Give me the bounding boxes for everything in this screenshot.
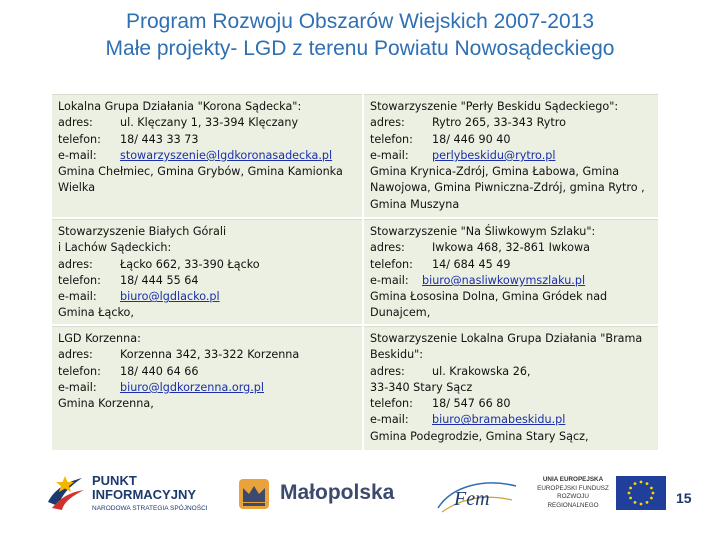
address-value: Rytro 265, 33-343 Rytro [432,116,566,130]
communes-text: Gmina Chełmiec, Gmina Grybów, Gmina Kamionka Wielka [58,165,343,195]
address-label: adres: [370,241,405,255]
email-label: e-mail: [370,273,409,287]
lgd-card-perly-beskidu [364,94,658,217]
phone-value: 14/ 684 45 49 [432,257,511,271]
email-link[interactable]: biuro@nasliwkowymszlaku.pl [422,273,586,287]
lgd-name-line-2: Beskidu": [370,348,424,362]
lgd-name: Stowarzyszenie "Na Śliwkowym Szlaku": [370,225,596,238]
malopolska-text: Małopolska [280,481,395,504]
lgd-card-brama-beskidu [364,326,658,450]
communes-text: Gmina Korzenna, [58,397,154,411]
address-value-line-2: 33-340 Stary Sącz [370,380,473,394]
fem-swoosh-icon [432,472,522,518]
phone-label: telefon: [58,273,101,287]
lgd-name-line-1: Stowarzyszenie Lokalna Grupa Działania "Brama [370,332,643,345]
punkt-line-3: NARODOWA STRATEGIA SPÓJNOŚCI [92,505,208,512]
phone-label: telefon: [370,132,413,146]
email-link[interactable]: biuro@lgdlacko.pl [120,290,220,304]
fem-logo [432,472,522,518]
page-title [0,8,720,62]
eu-logo [534,472,674,518]
communes-text: Gmina Łącko, [58,306,134,320]
ue-line-1: UNIA EUROPEJSKA [542,476,604,483]
malopolska-logo [238,478,413,512]
email-label: e-mail: [370,148,409,162]
lgd-name: LGD Korzenna: [58,332,141,345]
email-label: e-mail: [58,290,97,304]
lgd-name-line-2: i Lachów Sądeckich: [58,241,172,255]
address-value: ul. Klęczany 1, 33-394 Klęczany [120,116,299,130]
email-label: e-mail: [58,380,97,394]
phone-label: telefon: [370,397,413,411]
punkt-line-2: INFORMACYJNY [92,487,197,502]
address-label: adres: [58,257,93,271]
fem-text: Fem [454,488,490,510]
address-label: adres: [370,116,405,130]
email-link[interactable]: perlybeskidu@rytro.pl [432,148,556,162]
address-value: ul. Krakowska 26, [432,364,531,378]
page-number: 15 [676,490,692,506]
title-line-1: Program Rozwoju Obszarów Wiejskich 2007-2013 [125,10,595,33]
communes-text: Gmina Łososina Dolna, Gmina Gródek nad Dunajcem, [370,290,608,320]
phone-value: 18/ 444 55 64 [120,273,199,287]
lgd-card-korzenna [52,326,362,450]
punkt-informacyjny-logo [44,468,214,518]
email-label: e-mail: [58,148,97,162]
phone-label: telefon: [58,364,101,378]
lgd-card-na-sliwkowym-szlaku [364,219,658,324]
eu-flag-icon [616,476,666,510]
email-label: e-mail: [370,413,409,427]
footer-logos [0,462,720,540]
address-label: adres: [370,364,405,378]
phone-value: 18/ 440 64 66 [120,364,199,378]
malopolska-crown-icon [238,478,270,510]
email-link[interactable]: stowarzyszenie@lgdkoronasadecka.pl [120,148,333,162]
address-value: Iwkowa 468, 32-861 Iwkowa [432,241,590,255]
phone-label: telefon: [370,257,413,271]
lgd-contact-table [52,94,660,452]
email-link[interactable]: biuro@lgdkorzenna.org.pl [120,380,264,394]
phone-label: telefon: [58,132,101,146]
phone-value: 18/ 446 90 40 [432,132,511,146]
communes-text: Gmina Podegrodzie, Gmina Stary Sącz, [370,429,589,443]
ue-line-3: ROZWOJU REGIONALNEGO [547,493,599,509]
lgd-card-korona-sadecka [52,94,362,217]
communes-text: Gmina Krynica-Zdrój, Gmina Łabowa, Gmina Nawojowa, Gmina Piwniczna-Zdrój, gmina Rytro , Gmina Muszyna [370,165,645,211]
phone-value: 18/ 443 33 73 [120,132,199,146]
address-value: Korzenna 342, 33-322 Korzenna [120,348,300,362]
phone-value: 18/ 547 66 80 [432,397,511,411]
email-link[interactable]: biuro@bramabeskidu.pl [432,413,566,427]
address-label: adres: [58,116,93,130]
lgd-card-bialych-gorali [52,219,362,324]
title-line-2: Małe projekty- LGD z terenu Powiatu Nowosądeckiego [105,37,615,60]
address-value: Łącko 662, 33-390 Łącko [120,257,260,271]
lgd-name-line-1: Stowarzyszenie Białych Górali [58,225,227,238]
lgd-name: Stowarzyszenie "Perły Beskidu Sądeckiego": [370,100,619,113]
star-swoosh-icon [44,472,86,514]
lgd-name: Lokalna Grupa Działania "Korona Sądecka": [58,100,302,113]
address-label: adres: [58,348,93,362]
punkt-line-1: PUNKT [92,473,137,488]
ue-line-2: EUROPEJSKI FUNDUSZ [537,484,609,492]
